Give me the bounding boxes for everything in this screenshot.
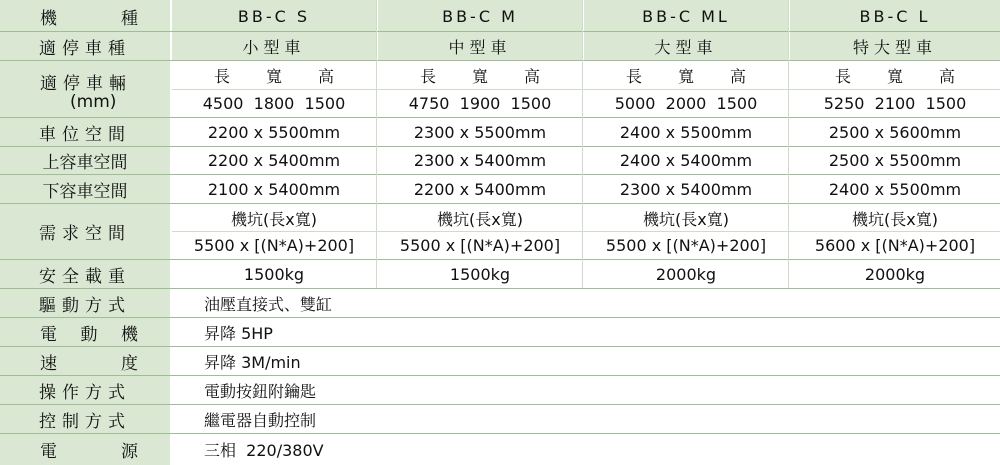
parking-ml: 2400 x 5500mm <box>619 122 753 142</box>
upper-m: 2300 x 5400mm <box>413 151 547 170</box>
control-value: 繼電器自動控制 <box>204 410 317 430</box>
rule <box>172 231 1000 232</box>
label-applicable-type: 適停車種 <box>0 32 170 60</box>
label-operation: 操作方式 <box>0 376 170 404</box>
load-m: 1500kg <box>449 264 511 284</box>
pit-l: 5600 x [(N*A)+200] <box>814 236 976 255</box>
label-lower-space: 下容車空間 <box>0 175 170 203</box>
speed-value: 昇降 3M/min <box>204 352 301 372</box>
load-ml: 2000kg <box>655 264 717 284</box>
rule <box>0 31 1000 32</box>
dims-ml: 5000 2000 1500 <box>614 93 758 113</box>
model-code-m: BB-C M <box>378 0 582 32</box>
model-code-ml: BB-C ML <box>584 0 788 32</box>
dims-l: 5250 2100 1500 <box>823 93 967 113</box>
label-control: 控制方式 <box>0 405 170 433</box>
rule <box>0 60 1000 61</box>
label-safe-load: 安全載重 <box>0 260 170 288</box>
pit-header-ml: 機坑(長x寬) <box>643 210 729 229</box>
rule <box>172 89 1000 90</box>
label-upper-space: 上容車空間 <box>0 147 170 174</box>
model-code-s: BB-C S <box>172 0 376 32</box>
parking-l: 2500 x 5600mm <box>828 122 962 142</box>
label-motor: 電 動 機 <box>0 318 170 346</box>
parking-s: 2200 x 5500mm <box>207 122 341 142</box>
label-required-space: 需求空間 <box>0 204 170 259</box>
dims-s: 4500 1800 1500 <box>202 93 346 113</box>
power-value: 三相 220/380V <box>204 441 324 460</box>
rule <box>0 375 1000 376</box>
rule <box>0 146 1000 147</box>
model-code-l: BB-C L <box>790 0 1000 32</box>
pit-header-l: 機坑(長x寬) <box>852 210 938 229</box>
drive-value: 油壓直接式、雙缸 <box>204 294 333 314</box>
dim-header-ml: 長 寬 高 <box>626 67 746 86</box>
label-speed: 速 度 <box>0 347 170 375</box>
rule <box>0 404 1000 405</box>
column-divider <box>582 0 583 288</box>
model-type-s: 小型車 <box>172 32 376 60</box>
column-divider <box>376 0 377 288</box>
lower-m: 2200 x 5400mm <box>413 179 547 199</box>
rule <box>0 346 1000 347</box>
model-type-ml: 大型車 <box>584 32 788 60</box>
dim-header-s: 長 寬 高 <box>214 67 334 86</box>
rule <box>0 259 1000 260</box>
pit-header-m: 機坑(長x寬) <box>437 210 523 229</box>
rule <box>0 117 1000 118</box>
rule <box>0 288 1000 289</box>
rule <box>0 317 1000 318</box>
pit-m: 5500 x [(N*A)+200] <box>399 236 561 255</box>
operation-value: 電動按鈕附鑰匙 <box>204 381 317 401</box>
rule <box>0 433 1000 434</box>
label-machine-type: 機 種 <box>0 0 170 32</box>
load-s: 1500kg <box>243 264 305 284</box>
label-power: 電 源 <box>0 434 170 465</box>
pit-ml: 5500 x [(N*A)+200] <box>605 236 767 255</box>
label-applicable-size: 適停車輛 (mm) <box>0 61 170 117</box>
upper-ml: 2400 x 5400mm <box>619 151 753 170</box>
motor-value: 昇降 5HP <box>204 323 273 343</box>
lower-s: 2100 x 5400mm <box>207 179 341 199</box>
pit-s: 5500 x [(N*A)+200] <box>193 236 355 255</box>
model-type-m: 中型車 <box>378 32 582 60</box>
dim-header-m: 長 寬 高 <box>420 67 540 86</box>
model-type-l: 特大型車 <box>790 32 1000 60</box>
upper-l: 2500 x 5500mm <box>828 151 962 170</box>
dim-header-l: 長 寬 高 <box>835 67 955 86</box>
label-drive: 驅動方式 <box>0 289 170 317</box>
upper-s: 2200 x 5400mm <box>207 151 341 170</box>
pit-header-s: 機坑(長x寬) <box>231 210 317 229</box>
lower-ml: 2300 x 5400mm <box>619 179 753 199</box>
label-parking-space: 車位空間 <box>0 118 170 146</box>
rule <box>0 203 1000 204</box>
dims-m: 4750 1900 1500 <box>408 93 552 113</box>
rule <box>0 174 1000 175</box>
lower-l: 2400 x 5500mm <box>828 179 962 199</box>
column-divider <box>788 0 789 288</box>
parking-m: 2300 x 5500mm <box>413 122 547 142</box>
load-l: 2000kg <box>864 264 926 284</box>
